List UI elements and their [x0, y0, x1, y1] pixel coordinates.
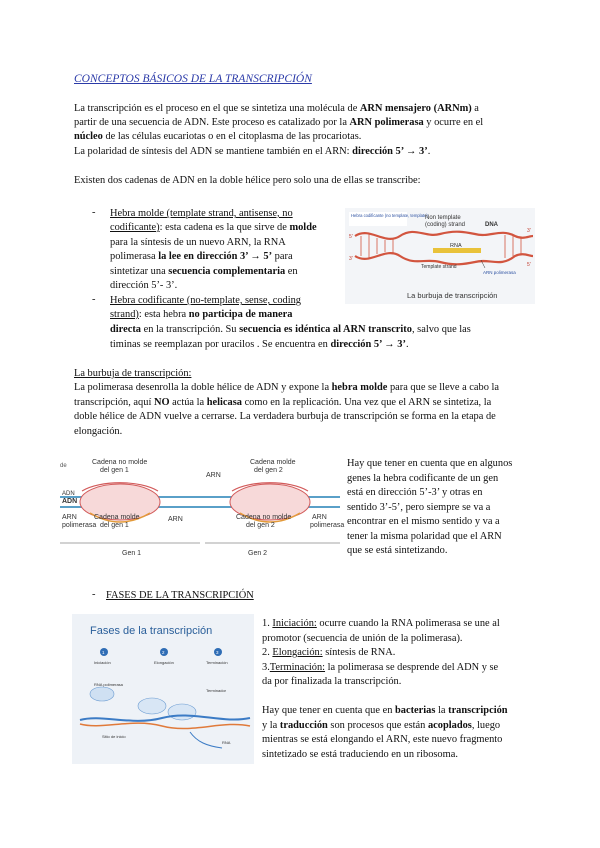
fig1-template-label: Hebra codificante (no template, template): [351, 213, 428, 218]
intro-line-2: partir de una secuencia de ADN. Este proceso es catalizado por la ARN polimerasa y ocurre en el: [74, 117, 484, 128]
coding-strand-line-4: timinas se reemplazan por uracilos . Se encuentra en dirección 5’ → 3’.: [110, 339, 409, 350]
svg-text:RNA: RNA: [222, 740, 231, 745]
fig2-arn-pol-l2: polimerasa: [62, 522, 97, 529]
fig2-gen1: Gen 1: [122, 550, 142, 557]
bubble-line-3: doble hélice de ADN vuelve a cerrarse. La verdadera burbuja de transcripción se forma en la etapa de: [74, 411, 496, 422]
note-line-5: encontrar en el mismo sentido y va a: [347, 516, 500, 527]
phase-3-line-1: 3.Terminación: la polimerasa se desprende del ADN y se: [262, 662, 499, 673]
phase-2: 2. Elongación: síntesis de RNA.: [262, 647, 396, 658]
template-strand-line-5: sintetizar una secuencia complementaria en: [110, 266, 298, 277]
bacteria-line-2: y la traducción son procesos que están acoplados, luego: [262, 720, 501, 731]
bacteria-line-4: sintetizado se está traduciendo en un ribosoma.: [262, 749, 458, 760]
svg-text:de: de: [60, 463, 67, 469]
bubble-line-1: La polimerasa desenrolla la doble hélice de ADN y expone la hebra molde para que se lleve a cabo la: [74, 382, 499, 393]
fig2-cm1b: del gen 1: [100, 522, 129, 529]
fig1-rna: RNA: [450, 243, 462, 249]
bacteria-line-3: mientras se está elongando el ARN, este nuevo fragmento: [262, 734, 503, 745]
phases-figure: [72, 614, 254, 764]
intro-line-4: La polaridad de síntesis del ADN se mantiene también en el ARN: dirección 5’ → 3’.: [74, 146, 431, 157]
svg-text:Terminador: Terminador: [206, 688, 227, 693]
fig2-cn2a: Cadena no molde: [236, 514, 292, 521]
fig2-cm2a: Cadena molde: [250, 459, 296, 466]
strands-sentence: Existen dos cadenas de ADN en la doble hélice pero solo una de ellas se transcribe:: [74, 175, 421, 186]
bubble-heading: La burbuja de transcripción:: [74, 368, 192, 379]
intro-line-1: La transcripción es el proceso en el que se sintetiza una molécula de ARN mensajero (ARNm) a: [74, 103, 479, 114]
template-strand-line-2: codificante): esta cadena es la que sirve de molde: [110, 222, 317, 233]
fig1-dna: DNA: [485, 222, 498, 228]
bubble-line-2: transcripción, aquí NO actúa la helicasa como en la replicación. Una vez que el ARN se sintetiza, la: [74, 397, 492, 408]
page-title: CONCEPTOS BÁSICOS DE LA TRANSCRIPCIÓN: [74, 73, 312, 85]
fig1-polymerase: ARN polimerasa: [483, 270, 516, 275]
fig1-non-template: Non template: [425, 215, 461, 221]
svg-text:ADN: ADN: [62, 498, 78, 505]
note-line-4: sentido 3’-5’, pero siempre se va a: [347, 502, 491, 513]
svg-text:RNA polimerasa: RNA polimerasa: [94, 682, 123, 687]
svg-text:5': 5': [349, 234, 353, 240]
fig2-arn-pol-r1: ARN: [312, 514, 327, 521]
intro-line-3: núcleo de las células eucariotas o en el citoplasma de las procariotas.: [74, 131, 362, 142]
fig2-cm1a: Cadena molde: [94, 514, 140, 521]
coding-strand-line-1: Hebra codificante (no-template, sense, coding: [110, 295, 301, 306]
fig1-template-strand: Template strand: [421, 264, 457, 270]
note-line-7: que se está sintetizando.: [347, 545, 448, 556]
fig2-cn1a: Cadena no molde: [92, 459, 148, 466]
fig2-cn2b: del gen 2: [246, 522, 275, 529]
phases-heading: FASES DE LA TRANSCRIPCIÓN: [106, 590, 254, 601]
svg-text:3': 3': [349, 256, 353, 262]
note-line-2: genes la hebra codificante de un gen: [347, 473, 499, 484]
fig2-adn: ADN: [62, 491, 75, 497]
phase-1-line-1: 1. Iniciación: ocurre cuando la RNA polimerasa se une al: [262, 618, 500, 629]
svg-text:5': 5': [527, 262, 531, 268]
template-strand-line-4: polimerasa la lee en dirección 3’ → 5’ para: [110, 251, 293, 262]
fig2-arn-pol-l1: ARN: [62, 514, 77, 521]
template-strand-line-6: dirección 5’- 3’.: [110, 280, 178, 291]
template-strand-line-3: para la síntesis de un nuevo ARN, la RNA: [110, 237, 286, 248]
transcription-bubble-figure: [345, 208, 535, 304]
phase-3-line-2: da por finalizada la transcripción.: [262, 676, 402, 687]
note-line-6: tener la misma polaridad que el ARN: [347, 531, 502, 542]
fig2-arn-mid: ARN: [168, 516, 183, 523]
svg-text:Elongación: Elongación: [154, 660, 174, 665]
fig2-arn-pol-r2: polimerasa: [310, 522, 345, 529]
fig2-arn-top: ARN: [206, 472, 221, 479]
svg-text:1: 1: [102, 650, 105, 655]
svg-text:Iniciación: Iniciación: [94, 660, 111, 665]
bacteria-line-1: Hay que tener en cuenta que en bacterias la transcripción: [262, 705, 508, 716]
phase-1-line-2: promotor (secuencia de unión de la polimerasa).: [262, 633, 463, 644]
coding-strand-line-3: directa en la transcripción. Su secuencia es idéntica al ARN transcrito, salvo que las: [110, 324, 471, 335]
fig1-caption: La burbuja de transcripción: [407, 291, 498, 300]
bubble-line-4: elongación.: [74, 426, 123, 437]
svg-text:Terminación: Terminación: [206, 660, 228, 665]
svg-text:3: 3: [216, 650, 219, 655]
fig3-title: Fases de la transcripción: [90, 625, 213, 637]
note-line-1: Hay que tener en cuenta que en algunos: [347, 458, 513, 469]
fig2-cm2b: del gen 2: [254, 467, 283, 474]
note-line-3: está en dirección 5’-3’ y otras en: [347, 487, 483, 498]
svg-text:Sitio de inicio: Sitio de inicio: [102, 734, 126, 739]
fig2-cn1b: del gen 1: [100, 467, 129, 474]
fig1-coding-strand: (coding) strand: [425, 222, 466, 228]
two-genes-figure: [60, 455, 345, 565]
svg-text:3': 3': [527, 228, 531, 234]
template-strand-line-1: Hebra molde (template strand, antisense, no: [110, 208, 293, 219]
fig2-gen2: Gen 2: [248, 550, 268, 557]
svg-text:2: 2: [162, 650, 165, 655]
coding-strand-line-2: strand): esta hebra no participa de manera: [110, 309, 293, 320]
